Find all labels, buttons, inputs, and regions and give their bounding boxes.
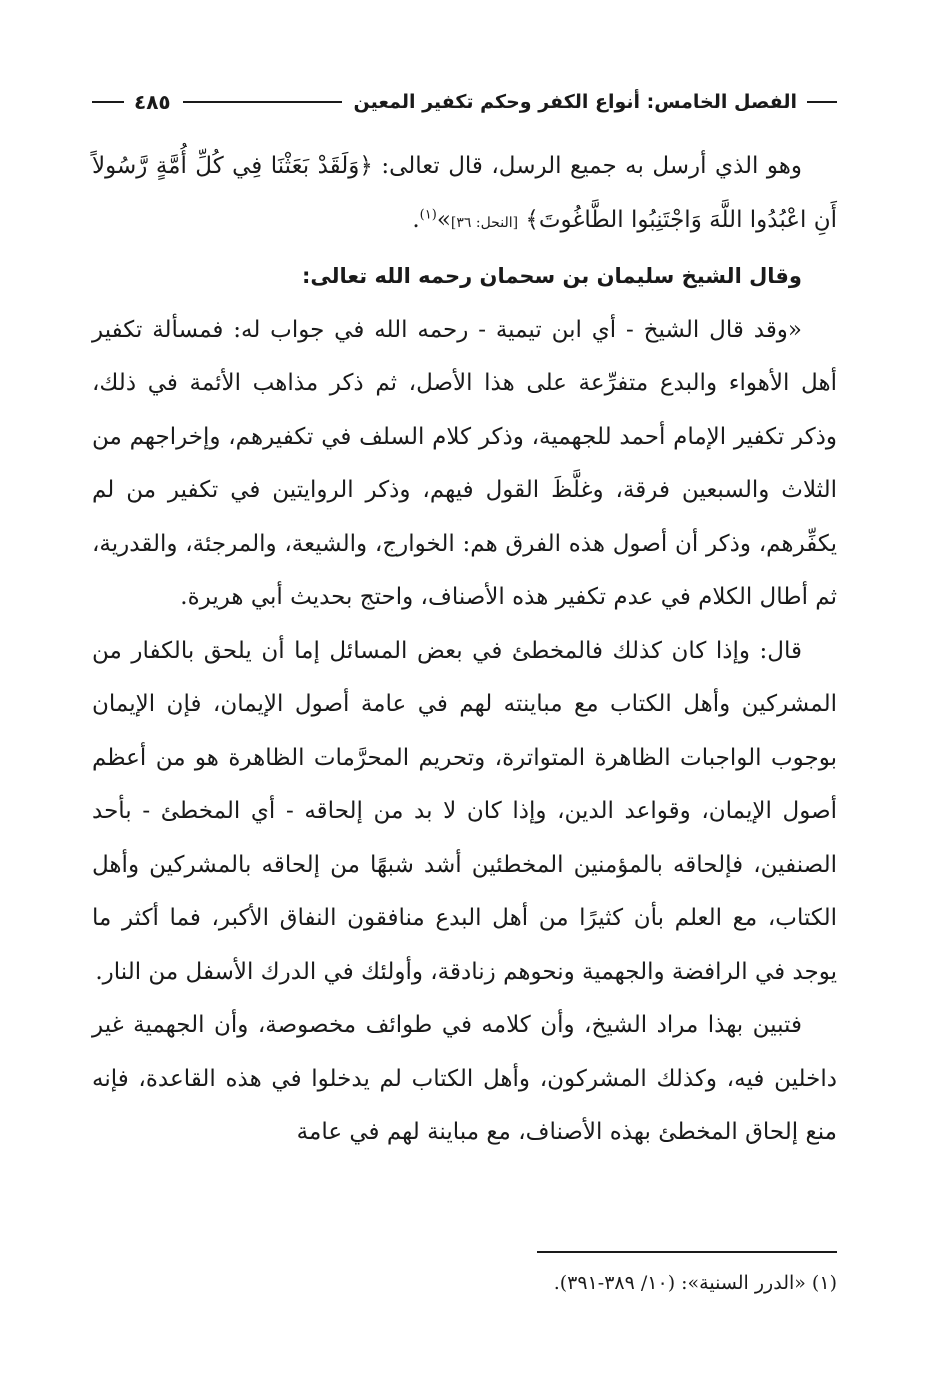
- main-text: [92, 140, 837, 1160]
- header-rule-left: [92, 101, 124, 103]
- verse-citation: [النحل: ٣٦]: [450, 214, 519, 231]
- quote-close: »: [436, 206, 451, 233]
- chapter-title: الفصل الخامس: أنواع الكفر وحكم تكفير المعين: [353, 91, 797, 113]
- paragraph-1: [92, 140, 837, 250]
- footnote-separator: [537, 1251, 837, 1253]
- header-rule-middle: [183, 101, 342, 103]
- header-rule-right: [807, 101, 837, 103]
- heading-text: وقال الشيخ سليمان بن سحمان رحمه الله تعالى:: [302, 264, 802, 288]
- quran-verse-text: وهو الذي أرسل به جميع الرسل، قال تعالى: ﴿وَلَقَدْ بَعَثْنَا فِي كُلِّ أُمَّةٍ رَّسُولاً أَنِ اعْبُدُوا اللَّهَ وَاجْتَنِبُوا الطَّاغُوتَ﴾: [92, 153, 837, 233]
- paragraph-3: قال: وإذا كان كذلك فالمخطئ في بعض المسائل إما أن يلحق بالكفار من المشركين وأهل الكتاب مع مباينته لهم في عامة أصول الإيمان، فإن الإيمان بوجوب الواجبات الظاهرة المتواترة، وتحريم المحرَّمات الظاهرة هو من أعظم أصول الإيمان، وقواعد الدين، وإذا كان لا بد من إلحاقه - أي المخطئ - بأحد الصنفين، فإلحاقه بالمؤمنين المخطئين أشد شبهًا من إلحاقه بالمشركين وأهل الكتاب، مع العلم بأن كثيرًا من أهل البدع منافقون النفاق الأكبر، فما أكثر ما يوجد في الرافضة والجهمية ونحوهم زنادقة، وأولئك في الدرك الأسفل من النار.: [92, 637, 837, 985]
- footnote: (١) «الدرر السنية»: (١٠/ ٣٨٩-٣٩١).: [553, 1272, 837, 1294]
- running-header: [92, 82, 837, 122]
- period: .: [412, 206, 420, 233]
- footnote-ref-1: (١): [419, 206, 437, 222]
- section-heading: [92, 250, 837, 304]
- paragraph-4: فتبين بهذا مراد الشيخ، وأن كلامه في طوائف مخصوصة، وأن الجهمية غير داخلين فيه، وكذلك المشركون، وأهل الكتاب لم يدخلوا في هذه القاعدة، فإنه منع إلحاق المخطئ بهذه الأصناف، مع مباينة لهم في عامة: [92, 1012, 837, 1145]
- paragraph-2: «وقد قال الشيخ - أي ابن تيمية - رحمه الله في جواب له: فمسألة تكفير أهل الأهواء والبدع متفرِّعة على هذا الأصل، ثم ذكر مذاهب الأئمة في ذلك، وذكر تكفير الإمام أحمد للجهمية، وذكر كلام السلف في تكفيرهم، وإخراجهم من الثلاث والسبعين فرقة، وغلَّظَ القول فيهم، وذكر الروايتين في تكفير من لم يكفِّرهم، وذكر أن أصول هذه الفرق هم: الخوارج، والشيعة، والمرجئة، والقدرية، ثم أطال الكلام في عدم تكفير هذه الأصناف، واحتج بحديث أبي هريرة.: [92, 316, 837, 610]
- page-number: ٤٨٥: [134, 90, 171, 114]
